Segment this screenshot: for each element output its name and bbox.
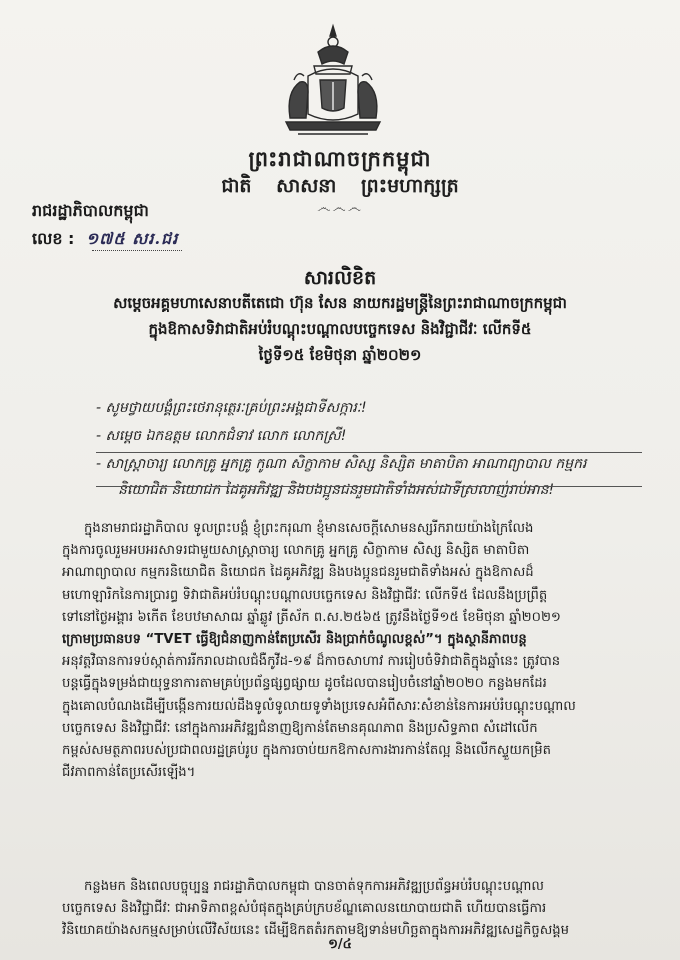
greeting-rule [96, 486, 642, 487]
paragraph-line: មហោឡារិកនៃការប្រារព្ធ ទិវាជាតិអប់រំបណ្តុះបណ្តាលបច្ចេកទេស និងវិជ្ជាជីវៈ លើកទី៥ ដែលនឹងប្រព្រឹត្ត [62, 587, 548, 603]
paragraph-2 [62, 876, 642, 943]
paragraph-line: ក្នុងនាមរាជរដ្ឋាភិបាល ទូលព្រះបង្គំ ខ្ញុំព្រះករុណា ខ្ញុំមានសេចក្តីសោមនស្សរីករាយយ៉ាងក្រៃលែង [84, 521, 534, 536]
page-number: ១/៤ [328, 937, 352, 952]
paragraph-line: ក្រោមប្រធានបទ “TVET ធ្វើឱ្យជំនាញកាន់តែប្រសើរ និងប្រាក់ចំណូលខ្ពស់”។ ក្នុងស្ថានីភាពបន្ត [62, 631, 527, 647]
greeting-line: - សូមថ្វាយបង្គំព្រះថេរានុត្ថេរៈគ្រប់ព្រះអង្គជាទីសក្ការៈ! [96, 400, 367, 416]
kingdom-name: ព្រះរាជាណាចក្រកម្ពុជា [248, 147, 432, 171]
document-subtitle: សម្តេចអគ្គមហាសេនាបតីតេជោ ហ៊ុន សែន នាយករដ្ឋមន្ត្រីនៃព្រះរាជាណាចក្រកម្ពុជា [113, 294, 567, 312]
royal-coat-of-arms-emblem [278, 22, 388, 140]
paragraph-line: ក្នុងការចូលរួមអបអរសាទរជាមួយសាស្ត្រាចារ្យ លោកគ្រូ អ្នកគ្រូ សិក្ខាកាម សិស្ស និស្សិត មាតាបិតា [62, 543, 530, 559]
occasion-line: ក្នុងឱកាសទិវាជាតិអប់រំបណ្តុះបណ្តាលបច្ចេកទេស និងវិជ្ជាជីវៈ លើកទី៥ [148, 320, 532, 338]
paragraph-line: វិនិយោគយ៉ាងសកម្មសម្រាប់លើវិស័យនេះ ដើម្បីឱកតតំរកតាមឱ្យទាន់មហិច្ឆតាក្នុងការអភិវឌ្ឍសេដ្ឋកិច្ចសង្គម [62, 923, 570, 939]
paragraph-line: ក្នុងគោលបំណងដើម្បីបង្កើនការយល់ដឹងទូលំទូលាយទូទាំងប្រទេសអំពីសារៈសំខាន់នៃការអប់រំបណ្តុះបណ្តាល [62, 698, 576, 714]
greeting-line: - សាស្ត្រាចារ្យ លោកគ្រូ អ្នកគ្រូ កូណា សិក្ខាកាម សិស្ស និស្សិត មាតាបិតា អាណាព្យាបាល កម្មករ [96, 456, 587, 472]
reference-number [32, 228, 178, 252]
document-title: សារលិខិត [303, 267, 377, 289]
paragraph-line: កម្ពស់សមត្ថភាពរបស់ប្រជាពលរដ្ឋគ្រប់រូប ក្នុងការចាប់យកឱកាសការងារកាន់តែល្អ និងលើកស្ទួយកម្រិត [62, 742, 551, 758]
greeting-line: និយោជិត និយោជក ដៃគូអភិវឌ្ឍ និងបងប្អូនជនរួមជាតិទាំងអស់ជាទីស្រលាញ់រាប់អាន! [118, 482, 555, 498]
paragraph-line: បច្ចេកទេស និងវិជ្ជាជីវៈ ជាអាទិភាពខ្ពស់បំផុតក្នុងគ្រប់ក្របខ័ណ្ឌគោលនយោបាយជាតិ ហើយបានធ្វើការ [62, 901, 547, 917]
paragraph-line: បន្តធ្វើក្នុងទម្រង់ជាយុទ្ធនាការតាមគ្រប់ប្រព័ន្ធផ្សព្វផ្សាយ ដូចដែលបានរៀបចំនៅឆ្នាំ២០២០ កន្លងមកដែរ [62, 676, 547, 692]
reference-prefix: លេខ : [32, 229, 75, 248]
greeting-line: - សម្តេច ឯកឧត្តម លោកជំទាវ លោក លោកស្រី! [96, 428, 347, 444]
paragraph-line: អនុវត្តវិធានការទប់ស្កាត់ការរីករាលដាលជំងឺកូវីដ-១៩ ដ៏កាចសាហាវ ការរៀបចំទិវាជាតិក្នុងឆ្នាំនេះ ត្រូវបាន [62, 654, 561, 670]
paragraph-line: ទៅនៅថ្ងៃអង្គារ ៦កើត ខែបឋមាសាឍ ឆ្នាំឆ្លូវ ត្រីស័ក ព.ស.២៥៦៥ ត្រូវនឹងថ្ងៃទី១៥ ខែមិថុនា ឆ្នាំ២០២១ [62, 609, 561, 625]
government-name: រាជរដ្ឋាភិបាលកម្ពុជា [32, 201, 149, 220]
date-line: ថ្ងៃទី១៥ ខែមិថុនា ឆ្នាំ២០២១ [258, 346, 422, 364]
national-motto: ជាតិ សាសនា ព្រះមហាក្សត្រ [221, 175, 459, 197]
paragraph-1 [62, 518, 642, 784]
paragraph-line: ជីវភាពកាន់តែប្រសើរឡើង។ [62, 765, 196, 781]
reference-dotted-line [92, 250, 182, 251]
paragraph-line: អាណាព្យាបាល កម្មករនិយោជិត និយោជក ដៃគូអភិវឌ្ឍ និងបងប្អូនជនរួមជាតិទាំងអស់ ក្នុងឱកាសដ៏ [62, 565, 534, 581]
paragraph-line: កន្លងមក និងពេលបច្ចុប្បន្ន រាជរដ្ឋាភិបាលកម្ពុជា បានចាត់ទុកការអភិវឌ្ឍប្រព័ន្ធអប់រំបណ្តុះបណ្តាល [84, 879, 544, 894]
ornament-divider: ෴෴෴ [317, 200, 363, 216]
paragraph-line: បច្ចេកទេស និងវិជ្ជាជីវៈ នៅក្នុងការអភិវឌ្ឍជំនាញឱ្យកាន់តែមានគុណភាព និងប្រសិទ្ធភាព សំដៅលើក [62, 720, 538, 736]
reference-value: ១៧៥ សរ.ជរ [86, 229, 179, 248]
greeting-rule [96, 452, 642, 453]
